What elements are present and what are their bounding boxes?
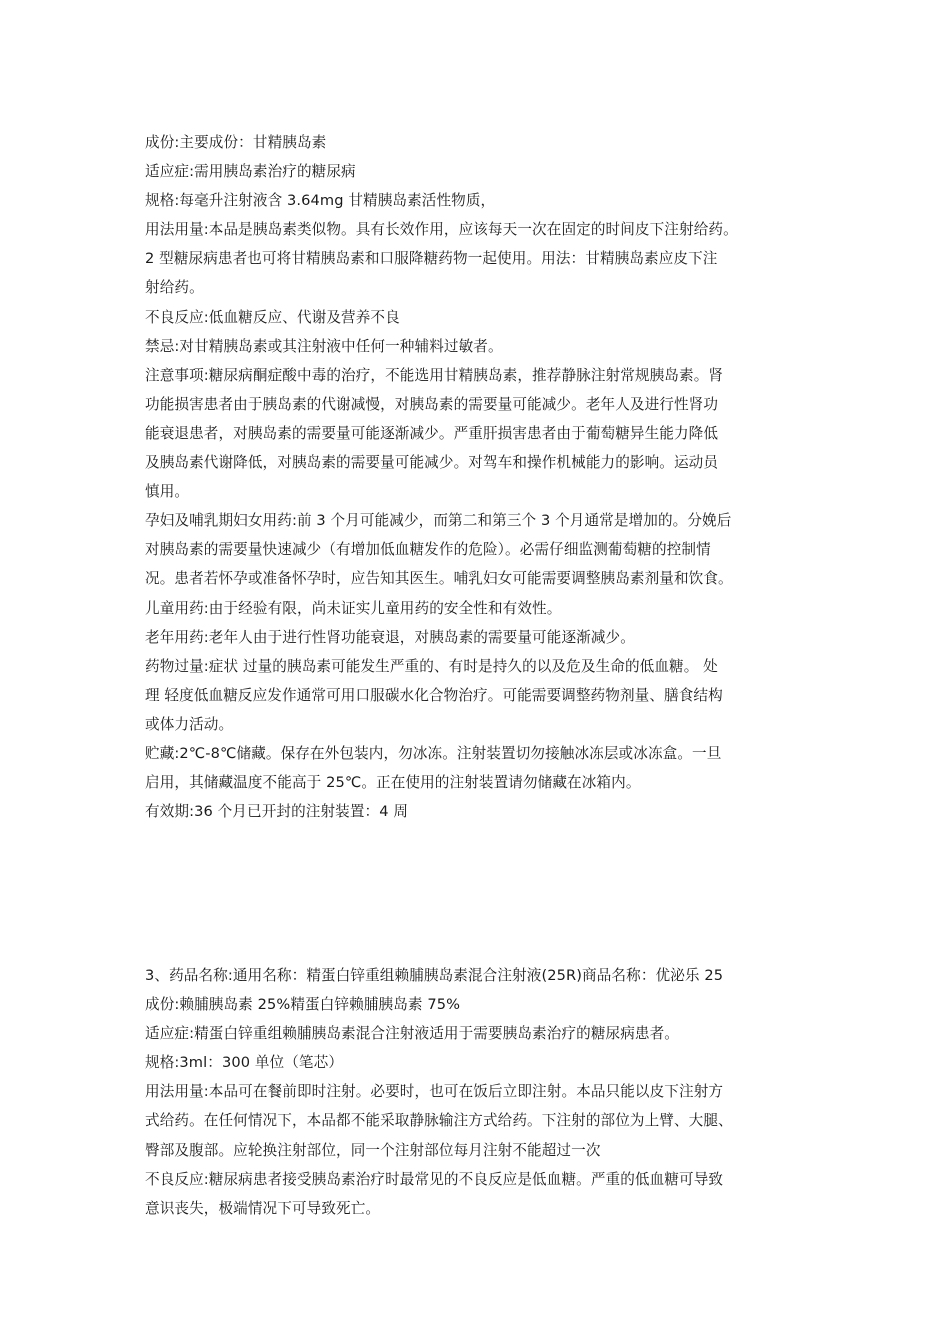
text-line: 药物过量:症状 过量的胰岛素可能发生严重的、有时是持久的以及危及生命的低血糖。 处 xyxy=(145,657,718,675)
text-line: 用法用量:本品可在餐前即时注射。必要时，也可在饭后立即注射。本品只能以皮下注射方 xyxy=(145,1083,724,1101)
text-line: 射给药。 xyxy=(145,279,204,297)
text-line: 儿童用药:由于经验有限，尚未证实儿童用药的安全性和有效性。 xyxy=(145,599,562,617)
text-line: 孕妇及哺乳期妇女用药:前 3 个月可能减少，而第二和第三个 3 个月通常是增加的。分娩后 xyxy=(145,512,732,530)
text-line: 或体力活动。 xyxy=(145,715,234,733)
text-line: 启用，其储藏温度不能高于 25℃。正在使用的注射装置请勿储藏在冰箱内。 xyxy=(145,774,641,792)
text-line: 适应症:需用胰岛素治疗的糖尿病 xyxy=(145,163,356,181)
text-line: 意识丧失，极端情况下可导致死亡。 xyxy=(145,1199,381,1217)
text-line: 用法用量:本品是胰岛素类似物。具有长效作用，应该每天一次在固定的时间皮下注射给药。 xyxy=(145,221,738,239)
text-line: 功能损害患者由于胰岛素的代谢减慢，对胰岛素的需要量可能减少。老年人及进行性肾功 xyxy=(145,395,719,413)
text-line: 臀部及腹部。应轮换注射部位，同一个注射部位每月注射不能超过一次 xyxy=(145,1141,601,1159)
section-heading: 3、药品名称:通用名称：精蛋白锌重组赖脯胰岛素混合注射液(25R)商品名称：优泌乐 25 xyxy=(145,967,724,984)
text-line: 贮藏:2℃-8℃储藏。保存在外包装内，勿冰冻。注射装置切勿接触冰冻层或冰冻盒。一旦 xyxy=(145,744,722,762)
text-line: 能衰退患者，对胰岛素的需要量可能逐渐减少。严重肝损害患者由于葡萄糖异生能力降低 xyxy=(145,424,719,442)
text-line: 注意事项:糖尿病酮症酸中毒的治疗，不能选用甘精胰岛素，推荐静脉注射常规胰岛素。肾 xyxy=(145,366,724,384)
text-line: 及胰岛素代谢降低，对胰岛素的需要量可能减少。对驾车和操作机械能力的影响。运动员 xyxy=(145,454,719,472)
text-line: 成份:主要成份：甘精胰岛素 xyxy=(145,134,327,151)
drug-section-insulin-glargine xyxy=(145,128,817,826)
text-line: 适应症:精蛋白锌重组赖脯胰岛素混合注射液适用于需要胰岛素治疗的糖尿病患者。 xyxy=(145,1025,679,1043)
text-line: 有效期:36 个月已开封的注射装置：4 周 xyxy=(145,803,409,821)
text-line: 老年用药:老年人由于进行性肾功能衰退，对胰岛素的需要量可能逐渐减少。 xyxy=(145,628,635,646)
text-line: 成份:赖脯胰岛素 25%精蛋白锌赖脯胰岛素 75% xyxy=(145,996,461,1014)
text-line: 式给药。在任何情况下，本品都不能采取静脉输注方式给药。下注射的部位为上臂、大腿、 xyxy=(145,1112,733,1130)
text-line: 规格:每毫升注射液含 3.64mg 甘精胰岛素活性物质， xyxy=(145,192,496,210)
text-line: 理 轻度低血糖反应发作通常可用口服碳水化合物治疗。可能需要调整药物剂量、膳食结构 xyxy=(145,686,723,704)
text-line: 规格:3ml：300 单位（笔芯） xyxy=(145,1054,344,1072)
text-line: 慎用。 xyxy=(145,483,190,501)
drug-section-insulin-lispro-25r xyxy=(145,961,817,1223)
text-line: 不良反应:糖尿病患者接受胰岛素治疗时最常见的不良反应是低血糖。严重的低血糖可导致 xyxy=(145,1170,724,1188)
text-line: 对胰岛素的需要量快速减少（有增加低血糖发作的危险）。必需仔细监测葡萄糖的控制情 xyxy=(145,541,711,559)
text-line: 禁忌:对甘精胰岛素或其注射液中任何一种辅料过敏者。 xyxy=(145,337,503,355)
text-line: 不良反应:低血糖反应、代谢及营养不良 xyxy=(145,308,400,326)
text-line: 2 型糖尿病患者也可将甘精胰岛素和口服降糖药物一起使用。用法：甘精胰岛素应皮下注 xyxy=(145,250,718,268)
text-line: 况。患者若怀孕或准备怀孕时，应告知其医生。哺乳妇女可能需要调整胰岛素剂量和饮食。 xyxy=(145,570,733,588)
